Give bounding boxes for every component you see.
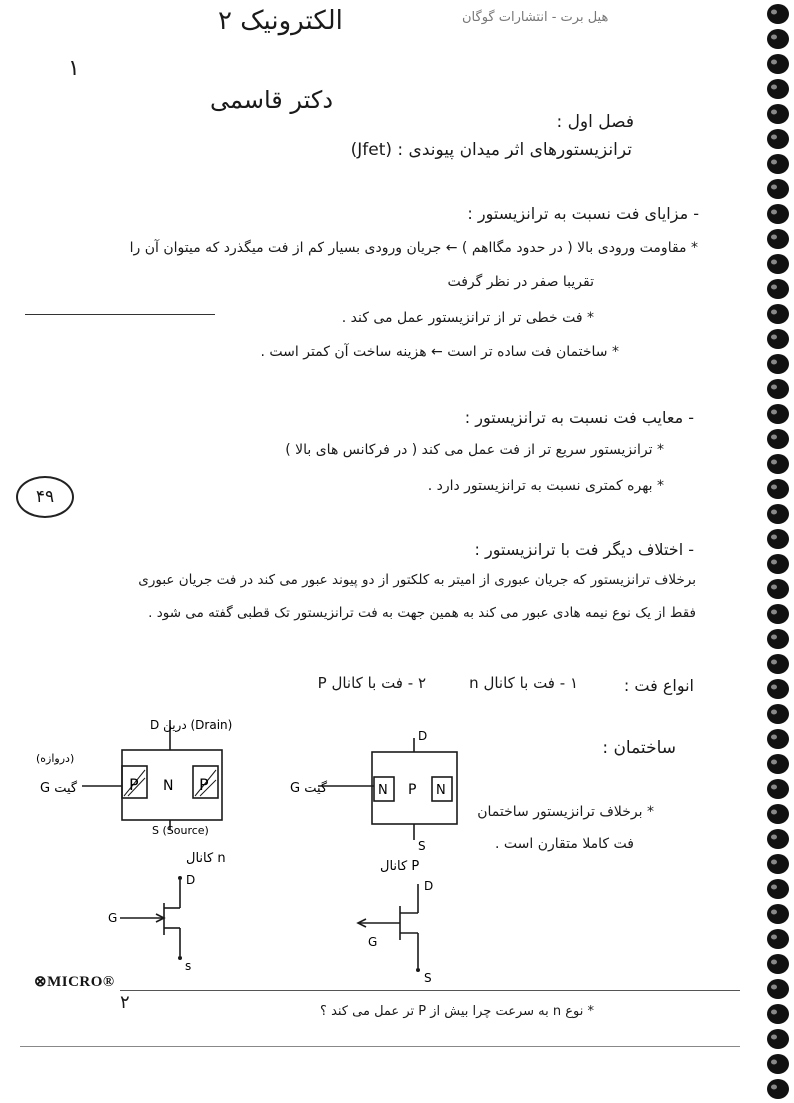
- binding-hole: [767, 879, 789, 899]
- binding-hole: [767, 504, 789, 524]
- binding-hole: [767, 129, 789, 149]
- binding-hole: [767, 929, 789, 949]
- top-right-note: هیل برت - انتشارات گوگان: [462, 10, 609, 25]
- binding-hole: [767, 554, 789, 574]
- difference-line-2: فقط از یک نوع نیمه هادی عبور می کند به همین جهت به فت ترانزیستور تک قطبی گفته می شود .: [148, 605, 696, 621]
- binding-hole: [767, 629, 789, 649]
- binding-hole-highlight: [771, 960, 777, 965]
- chapter-subtitle: ترانزیستورهای اثر میدان پیوندی : (Jfet): [350, 140, 632, 160]
- binding-hole: [767, 104, 789, 124]
- binding-hole: [767, 479, 789, 499]
- n-drain-label: D درین (Drain): [150, 718, 233, 732]
- binding-hole-highlight: [771, 1010, 777, 1015]
- advantage-item-1: * مقاومت ورودی بالا ( در حدود مگااهم ) ← جریان ورودی بسیار کم از فت میگذرد که میتوان آن را: [129, 240, 698, 256]
- binding-hole-highlight: [771, 760, 777, 765]
- binding-hole-highlight: [771, 185, 777, 190]
- binding-hole: [767, 154, 789, 174]
- advantage-item-3: * ساختمان فت ساده تر است ← هزینه ساخت آن کمتر است .: [260, 344, 619, 360]
- binding-hole: [767, 454, 789, 474]
- difference-line-1: برخلاف ترانزیستور که جریان عبوری از امیتر به کلکتور از دو پیوند عبور می کند در فت جریان عبوری: [138, 572, 696, 588]
- binding-hole-highlight: [771, 60, 777, 65]
- binding-hole: [767, 29, 789, 49]
- p-channel-caption: کانال P: [380, 859, 420, 874]
- binding-hole-highlight: [771, 560, 777, 565]
- binding-hole-highlight: [771, 385, 777, 390]
- binding-hole: [767, 804, 789, 824]
- binding-hole-highlight: [771, 535, 777, 540]
- advantages-heading: - مزایای فت نسبت به ترانزیستور :: [467, 204, 699, 223]
- binding-hole-highlight: [771, 435, 777, 440]
- binding-hole-highlight: [771, 635, 777, 640]
- page-number: ۴۹: [35, 487, 55, 507]
- binding-hole-highlight: [771, 235, 777, 240]
- binding-hole: [767, 779, 789, 799]
- type-n-channel: ۱ - فت با کانال n: [469, 674, 578, 692]
- teacher-name: دکتر قاسمی: [210, 86, 333, 114]
- n-left-region: P: [129, 775, 139, 794]
- binding-hole-highlight: [771, 835, 777, 840]
- binding-hole-highlight: [771, 310, 777, 315]
- margin-number: ۱: [68, 56, 80, 81]
- binding-hole: [767, 329, 789, 349]
- advantage-item-1-cont: تقریبا صفر در نظر گرفت: [447, 274, 594, 290]
- binding-hole: [767, 954, 789, 974]
- p-center-region: P: [408, 782, 417, 798]
- p-drain-label: D: [418, 729, 428, 743]
- spiral-binding: [754, 0, 794, 1103]
- disadvantage-item-2: * بهره کمتری نسبت به ترانزیستور دارد .: [427, 478, 664, 494]
- page-number-circle: [16, 476, 74, 518]
- binding-hole-highlight: [771, 360, 777, 365]
- binding-hole-highlight: [771, 160, 777, 165]
- binding-hole: [767, 179, 789, 199]
- n-symbol-source: s: [185, 959, 192, 973]
- p-gate-label: G گیت: [290, 781, 328, 796]
- footer-question: * نوع n به سرعت چرا بیش از P تر عمل می کند ؟: [320, 1004, 594, 1019]
- footer-rule: [120, 990, 740, 991]
- binding-hole: [767, 4, 789, 24]
- binding-hole: [767, 529, 789, 549]
- disadvantages-heading: - معایب فت نسبت به ترانزیستور :: [464, 408, 694, 427]
- binding-hole: [767, 229, 789, 249]
- binding-hole-highlight: [771, 660, 777, 665]
- binding-hole: [767, 704, 789, 724]
- course-title: الکترونیک ۲: [218, 6, 343, 36]
- n-gate-note: (دروازه): [36, 752, 75, 765]
- binding-hole-highlight: [771, 110, 777, 115]
- advantage-item-2: * فت خطی تر از ترانزیستور عمل می کند .: [341, 310, 594, 326]
- binding-hole-highlight: [771, 85, 777, 90]
- disadvantage-item-1: * ترانزیستور سریع تر از فت عمل می کند ( در فرکانس های بالا ): [285, 442, 664, 458]
- binding-hole-highlight: [771, 260, 777, 265]
- binding-hole-highlight: [771, 610, 777, 615]
- types-label: انواع فت :: [623, 676, 694, 695]
- binding-hole: [767, 279, 789, 299]
- n-right-region: P: [199, 775, 209, 794]
- binding-hole-highlight: [771, 210, 777, 215]
- binding-hole: [767, 729, 789, 749]
- n-symbol-gate: G: [108, 911, 118, 925]
- structure-note-2: فت کاملا متقارن است .: [495, 836, 634, 852]
- binding-hole: [767, 54, 789, 74]
- binding-hole-highlight: [771, 710, 777, 715]
- binding-hole-highlight: [771, 1060, 777, 1065]
- binding-hole-highlight: [771, 860, 777, 865]
- binding-hole: [767, 754, 789, 774]
- structure-label: ساختمان :: [602, 738, 676, 758]
- brand-name: MICRO: [47, 974, 103, 990]
- binding-hole-highlight: [771, 510, 777, 515]
- p-source-label: S: [418, 839, 426, 853]
- binding-hole: [767, 1029, 789, 1049]
- binding-hole-highlight: [771, 910, 777, 915]
- p-symbol-source: S: [424, 971, 432, 985]
- binding-hole: [767, 429, 789, 449]
- brand-logo: ⊗MICRO®: [34, 974, 115, 990]
- difference-heading: - اختلاف دیگر فت با ترانزیستور :: [474, 540, 694, 559]
- binding-hole: [767, 654, 789, 674]
- divider-line: [25, 314, 215, 315]
- binding-hole-highlight: [771, 735, 777, 740]
- binding-hole-highlight: [771, 885, 777, 890]
- binding-hole-highlight: [771, 10, 777, 15]
- binding-hole-highlight: [771, 1035, 777, 1040]
- binding-hole-highlight: [771, 985, 777, 990]
- p-left-region: N: [378, 783, 388, 798]
- binding-hole-highlight: [771, 785, 777, 790]
- footer-rule-2: [20, 1046, 740, 1047]
- binding-hole-highlight: [771, 410, 777, 415]
- binding-hole: [767, 1004, 789, 1024]
- binding-hole: [767, 604, 789, 624]
- binding-hole: [767, 679, 789, 699]
- jfet-diagrams: [0, 700, 720, 990]
- binding-hole: [767, 829, 789, 849]
- binding-hole-highlight: [771, 585, 777, 590]
- binding-hole-highlight: [771, 685, 777, 690]
- binding-hole-highlight: [771, 285, 777, 290]
- binding-hole-highlight: [771, 35, 777, 40]
- binding-hole: [767, 579, 789, 599]
- binding-hole-highlight: [771, 1085, 777, 1090]
- structure-note-1: * برخلاف ترانزیستور ساختمان: [477, 804, 654, 820]
- binding-hole-highlight: [771, 135, 777, 140]
- binding-hole: [767, 354, 789, 374]
- binding-hole-highlight: [771, 485, 777, 490]
- binding-hole-highlight: [771, 935, 777, 940]
- footer-margin-note: ۲: [120, 992, 130, 1013]
- binding-hole: [767, 204, 789, 224]
- binding-hole: [767, 404, 789, 424]
- n-source-label: S (Source): [152, 824, 209, 837]
- p-symbol-drain: D: [424, 879, 434, 893]
- p-right-region: N: [436, 783, 446, 798]
- n-gate-label: G گیت: [40, 781, 78, 796]
- n-symbol-drain: D: [186, 873, 196, 887]
- binding-hole-highlight: [771, 460, 777, 465]
- binding-hole: [767, 904, 789, 924]
- chapter-title: فصل اول :: [556, 112, 634, 132]
- binding-hole-highlight: [771, 335, 777, 340]
- n-center-region: N: [163, 778, 174, 794]
- binding-hole: [767, 1054, 789, 1074]
- binding-hole-highlight: [771, 810, 777, 815]
- binding-hole: [767, 379, 789, 399]
- n-channel-caption: کانال n: [186, 851, 226, 866]
- binding-hole: [767, 304, 789, 324]
- binding-hole: [767, 79, 789, 99]
- binding-hole: [767, 854, 789, 874]
- binding-hole: [767, 254, 789, 274]
- type-p-channel: ۲ - فت با کانال P: [317, 674, 426, 692]
- binding-hole: [767, 1079, 789, 1099]
- binding-hole: [767, 979, 789, 999]
- p-symbol-gate: G: [368, 935, 378, 949]
